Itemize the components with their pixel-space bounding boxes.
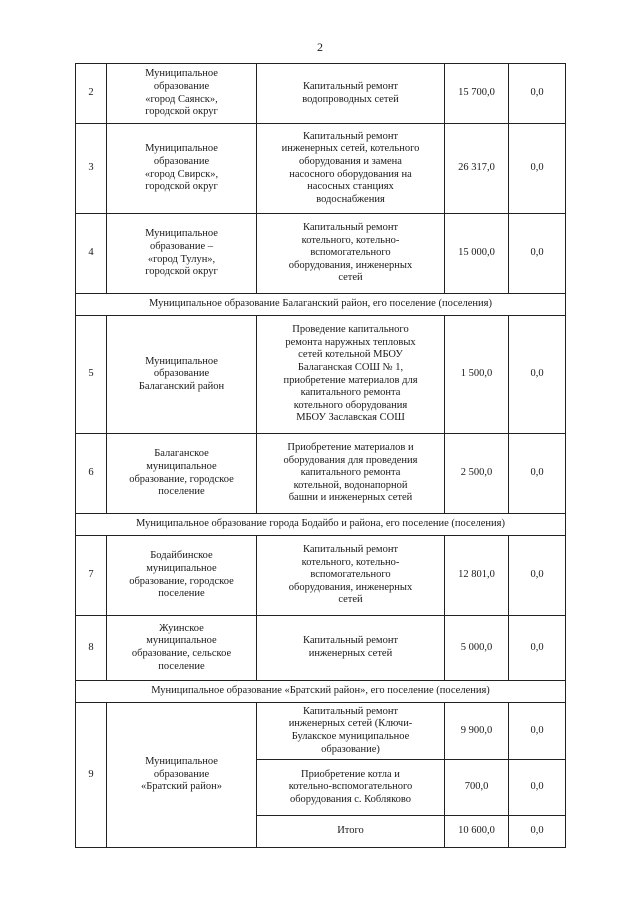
municipality-name: Бодайбинское муниципальное образование, городское поселение: [107, 536, 257, 616]
section-header-row: [76, 514, 566, 536]
municipality-name: Муниципальное образование «город Саянск», городской округ: [107, 64, 257, 124]
work-description: Капитальный ремонт котельного, котельно- вспомогательного оборудования, инженерных сетей: [257, 536, 445, 616]
other-value: 0,0: [509, 616, 566, 681]
row-number: 8: [76, 616, 107, 681]
section-header-row: [76, 294, 566, 316]
other-value: 0,0: [509, 703, 566, 760]
table-row: [76, 124, 566, 214]
amount-value: 1 500,0: [445, 316, 509, 434]
other-value: 0,0: [509, 124, 566, 214]
municipality-name: Муниципальное образование «город Свирск», городской округ: [107, 124, 257, 214]
table-row: [76, 64, 566, 124]
other-value: 0,0: [509, 214, 566, 294]
other-value: 0,0: [509, 316, 566, 434]
row-number: 3: [76, 124, 107, 214]
work-description: Приобретение котла и котельно-вспомогательного оборудования с. Кобляково: [257, 760, 445, 816]
row-number: 6: [76, 434, 107, 514]
municipality-name: Балаганское муниципальное образование, городское поселение: [107, 434, 257, 514]
page-number: 2: [317, 40, 323, 54]
municipality-name: Жуинское муниципальное образование, сельское поселение: [107, 616, 257, 681]
work-description: Проведение капитального ремонта наружных тепловых сетей котельной МБОУ Балаганская СОШ № 1, приобретение материалов для капитального ремонта котельного оборудования МБОУ Заславская СОШ: [257, 316, 445, 434]
other-value: 0,0: [509, 760, 566, 816]
row-number: 7: [76, 536, 107, 616]
section-title: Муниципальное образование города Бодайбо и района, его поселение (поселения): [76, 514, 566, 536]
table-row: [76, 536, 566, 616]
work-description: Капитальный ремонт инженерных сетей, котельного оборудования и замена насосного оборудования на насосных станциях водоснабжения: [257, 124, 445, 214]
row-number: 4: [76, 214, 107, 294]
total-label: Итого: [257, 816, 445, 848]
work-description: Капитальный ремонт водопроводных сетей: [257, 64, 445, 124]
section-title: Муниципальное образование «Братский район», его поселение (поселения): [76, 681, 566, 703]
funding-table: [75, 63, 566, 848]
work-description: Капитальный ремонт котельного, котельно- вспомогательного оборудования, инженерных сетей: [257, 214, 445, 294]
amount-value: 9 900,0: [445, 703, 509, 760]
section-header-row: [76, 681, 566, 703]
table-row: [76, 703, 566, 760]
total-amount: 10 600,0: [445, 816, 509, 848]
amount-value: 700,0: [445, 760, 509, 816]
amount-value: 5 000,0: [445, 616, 509, 681]
row-number: 9: [76, 703, 107, 848]
table-row: [76, 316, 566, 434]
work-description: Капитальный ремонт инженерных сетей (Ключи- Булакское муниципальное образование): [257, 703, 445, 760]
municipality-name: Муниципальное образование Балаганский район: [107, 316, 257, 434]
municipality-name: Муниципальное образование – «город Тулун», городской округ: [107, 214, 257, 294]
work-description: Капитальный ремонт инженерных сетей: [257, 616, 445, 681]
amount-value: 26 317,0: [445, 124, 509, 214]
amount-value: 15 700,0: [445, 64, 509, 124]
total-other: 0,0: [509, 816, 566, 848]
section-title: Муниципальное образование Балаганский район, его поселение (поселения): [76, 294, 566, 316]
amount-value: 2 500,0: [445, 434, 509, 514]
table-row: [76, 616, 566, 681]
other-value: 0,0: [509, 434, 566, 514]
other-value: 0,0: [509, 64, 566, 124]
work-description: Приобретение материалов и оборудования для проведения капитального ремонта котельной, водонапорной башни и инженерных сетей: [257, 434, 445, 514]
row-number: 5: [76, 316, 107, 434]
row-number: 2: [76, 64, 107, 124]
amount-value: 12 801,0: [445, 536, 509, 616]
municipality-name: Муниципальное образование «Братский район»: [107, 703, 257, 848]
table-body: [76, 64, 566, 848]
table-row: [76, 214, 566, 294]
table-row: [76, 434, 566, 514]
amount-value: 15 000,0: [445, 214, 509, 294]
other-value: 0,0: [509, 536, 566, 616]
